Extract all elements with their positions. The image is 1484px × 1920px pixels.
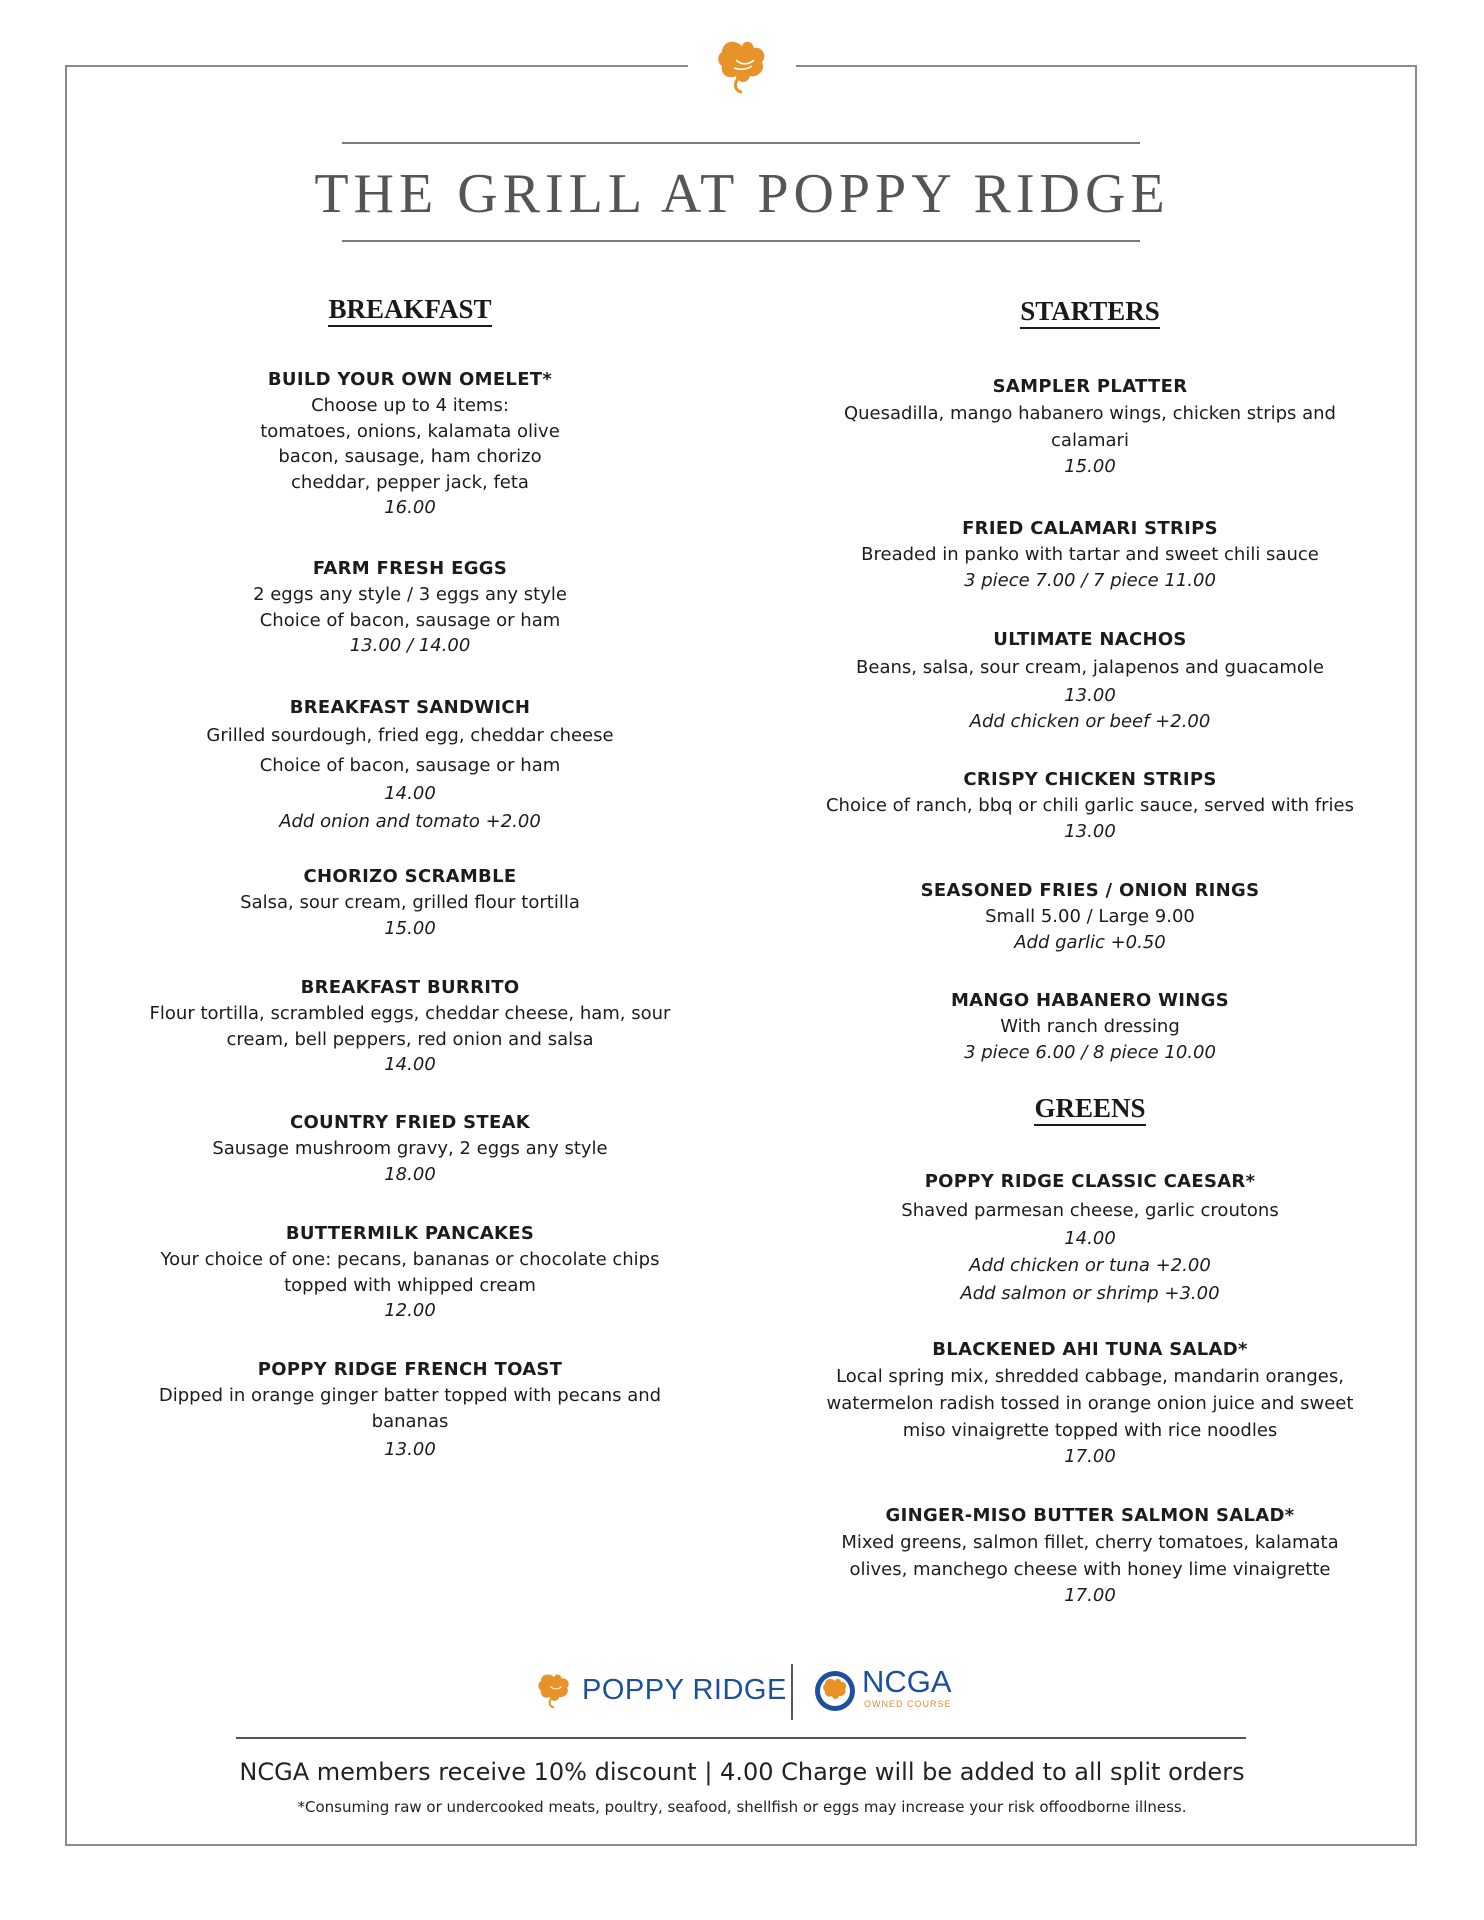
item-price: 15.00 [384,917,436,939]
menu-item [805,374,1375,480]
item-description: bacon, sausage, ham chorizo [278,446,542,467]
item-price: 14.00 [384,1054,436,1075]
item-description: Small 5.00 / Large 9.00 [985,906,1195,927]
item-name: SAMPLER PLATTER [992,376,1188,397]
item-name: POPPY RIDGE FRENCH TOAST [257,1359,563,1380]
item-name: SEASONED FRIES / ONION RINGS [920,880,1260,901]
poppy-flower-icon [712,38,772,96]
item-description: calamari [1051,430,1129,451]
item-description: olives, manchego cheese with honey lime vinaigrette [849,1559,1331,1580]
item-description: Mixed greens, salmon fillet, cherry tomatoes, kalamata [841,1532,1339,1553]
menu-item [805,878,1375,955]
item-addon: Add salmon or shrimp +3.00 [960,1283,1220,1304]
menu-item [130,1110,690,1187]
item-description: Choice of bacon, sausage or ham [259,609,561,631]
menu-item [805,767,1375,844]
menu-item [805,1337,1375,1470]
item-price: 13.00 [1064,820,1116,842]
ncga-wordmark: NCGA [862,1664,952,1699]
item-description: With ranch dressing [1000,1016,1180,1037]
item-description: bananas [371,1410,449,1432]
item-price: 18.00 [384,1163,436,1185]
item-description: Your choice of one: pecans, bananas or chocolate chips [160,1249,660,1270]
menu-item [130,864,690,941]
item-name: BUTTERMILK PANCAKES [285,1223,535,1244]
menu-item [130,1357,690,1466]
item-addon: Add onion and tomato +2.00 [279,810,541,832]
item-description: Choice of ranch, bbq or chili garlic sauce, served with fries [825,795,1355,816]
item-price: 17.00 [1064,1585,1116,1606]
item-description: Flour tortilla, scrambled eggs, cheddar cheese, ham, sour [149,1003,671,1024]
item-description: Quesadilla, mango habanero wings, chicken strips and [843,403,1336,424]
logo-divider [791,1664,793,1720]
item-description: Salsa, sour cream, grilled flour tortilla [240,892,580,913]
item-price: 13.00 / 14.00 [349,635,471,656]
footer-logos [0,1660,1484,1720]
item-description: cheddar, pepper jack, feta [291,471,529,493]
item-addon: Add garlic +0.50 [1014,931,1166,953]
poppy-ridge-wordmark: POPPY RIDGE [582,1674,787,1706]
item-name: MANGO HABANERO WINGS [950,990,1230,1011]
item-description: Dipped in orange ginger batter topped with pecans and [158,1385,662,1406]
item-name: BUILD YOUR OWN OMELET* [267,369,553,390]
menu-item [805,1503,1375,1609]
menu-item [805,627,1375,734]
section-heading-breakfast: BREAKFAST [130,294,690,325]
item-name: ULTIMATE NACHOS [993,629,1187,650]
item-name: COUNTRY FRIED STEAK [289,1112,531,1133]
item-description: Local spring mix, shredded cabbage, mandarin oranges, [836,1366,1344,1387]
item-name: BREAKFAST BURRITO [300,977,520,998]
ncga-logo-icon [814,1670,856,1712]
item-price: 17.00 [1064,1446,1116,1467]
item-description: watermelon radish tossed in orange onion juice and sweet [826,1393,1354,1414]
item-description: topped with whipped cream [284,1274,536,1296]
section-heading-greens: GREENS [805,1093,1375,1124]
menu-item [130,695,690,837]
title-rule-top [342,142,1140,144]
section-heading-starters: STARTERS [805,296,1375,327]
title-rule-bottom [342,240,1140,242]
item-price: 12.00 [384,1300,436,1321]
item-description: Grilled sourdough, fried egg, cheddar cheese [206,725,614,746]
item-description: Beans, salsa, sour cream, jalapenos and guacamole [856,657,1324,678]
item-price: 3 piece 7.00 / 7 piece 11.00 [964,569,1216,591]
menu-item [805,516,1375,593]
footer-rule [236,1737,1246,1739]
item-name: CHORIZO SCRAMBLE [303,866,517,887]
item-price: 15.00 [1064,456,1116,477]
item-name: POPPY RIDGE CLASSIC CAESAR* [924,1171,1256,1192]
item-price: 13.00 [384,1439,436,1460]
footer-note: NCGA members receive 10% discount | 4.00 Charge will be added to all split orders [239,1758,1245,1786]
item-description: Choose up to 4 items: [311,395,509,416]
menu-item [805,1167,1375,1308]
item-name: CRISPY CHICKEN STRIPS [963,769,1217,790]
menu-item [130,1221,690,1324]
item-price: 3 piece 6.00 / 8 piece 10.00 [964,1041,1216,1063]
poppy-ridge-logo-icon [534,1672,574,1710]
item-description: miso vinaigrette topped with rice noodles [902,1420,1278,1441]
ncga-subtitle: OWNED COURSE [864,1699,952,1709]
item-description: tomatoes, onions, kalamata olive [260,420,560,442]
item-price: 14.00 [1064,1228,1116,1249]
item-name: GINGER-MISO BUTTER SALMON SALAD* [885,1505,1295,1526]
menu-item [130,975,690,1078]
item-price: 16.00 [384,497,436,518]
item-price: 14.00 [384,783,436,804]
item-addon: Add chicken or beef +2.00 [969,710,1211,732]
item-name: BLACKENED AHI TUNA SALAD* [932,1339,1248,1360]
item-name: FRIED CALAMARI STRIPS [962,518,1218,539]
menu-item [130,556,690,659]
food-safety-disclaimer: *Consuming raw or undercooked meats, poultry, seafood, shellfish or eggs may increase your risk offoodborne illness. [297,1798,1187,1816]
item-description: Sausage mushroom gravy, 2 eggs any style [212,1138,608,1159]
item-addon: Add chicken or tuna +2.00 [969,1255,1211,1276]
page-title: THE GRILL AT POPPY RIDGE [314,163,1170,225]
item-description: Shaved parmesan cheese, garlic croutons [901,1200,1279,1221]
item-description: cream, bell peppers, red onion and salsa [226,1028,594,1050]
item-name: FARM FRESH EGGS [312,558,508,579]
item-name: BREAKFAST SANDWICH [289,697,531,718]
menu-item [130,367,690,521]
menu-item [805,988,1375,1065]
item-description: Choice of bacon, sausage or ham [259,755,561,776]
item-price: 13.00 [1064,685,1116,706]
item-description: Breaded in panko with tartar and sweet chili sauce [861,544,1319,565]
item-description: 2 eggs any style / 3 eggs any style [253,584,567,605]
